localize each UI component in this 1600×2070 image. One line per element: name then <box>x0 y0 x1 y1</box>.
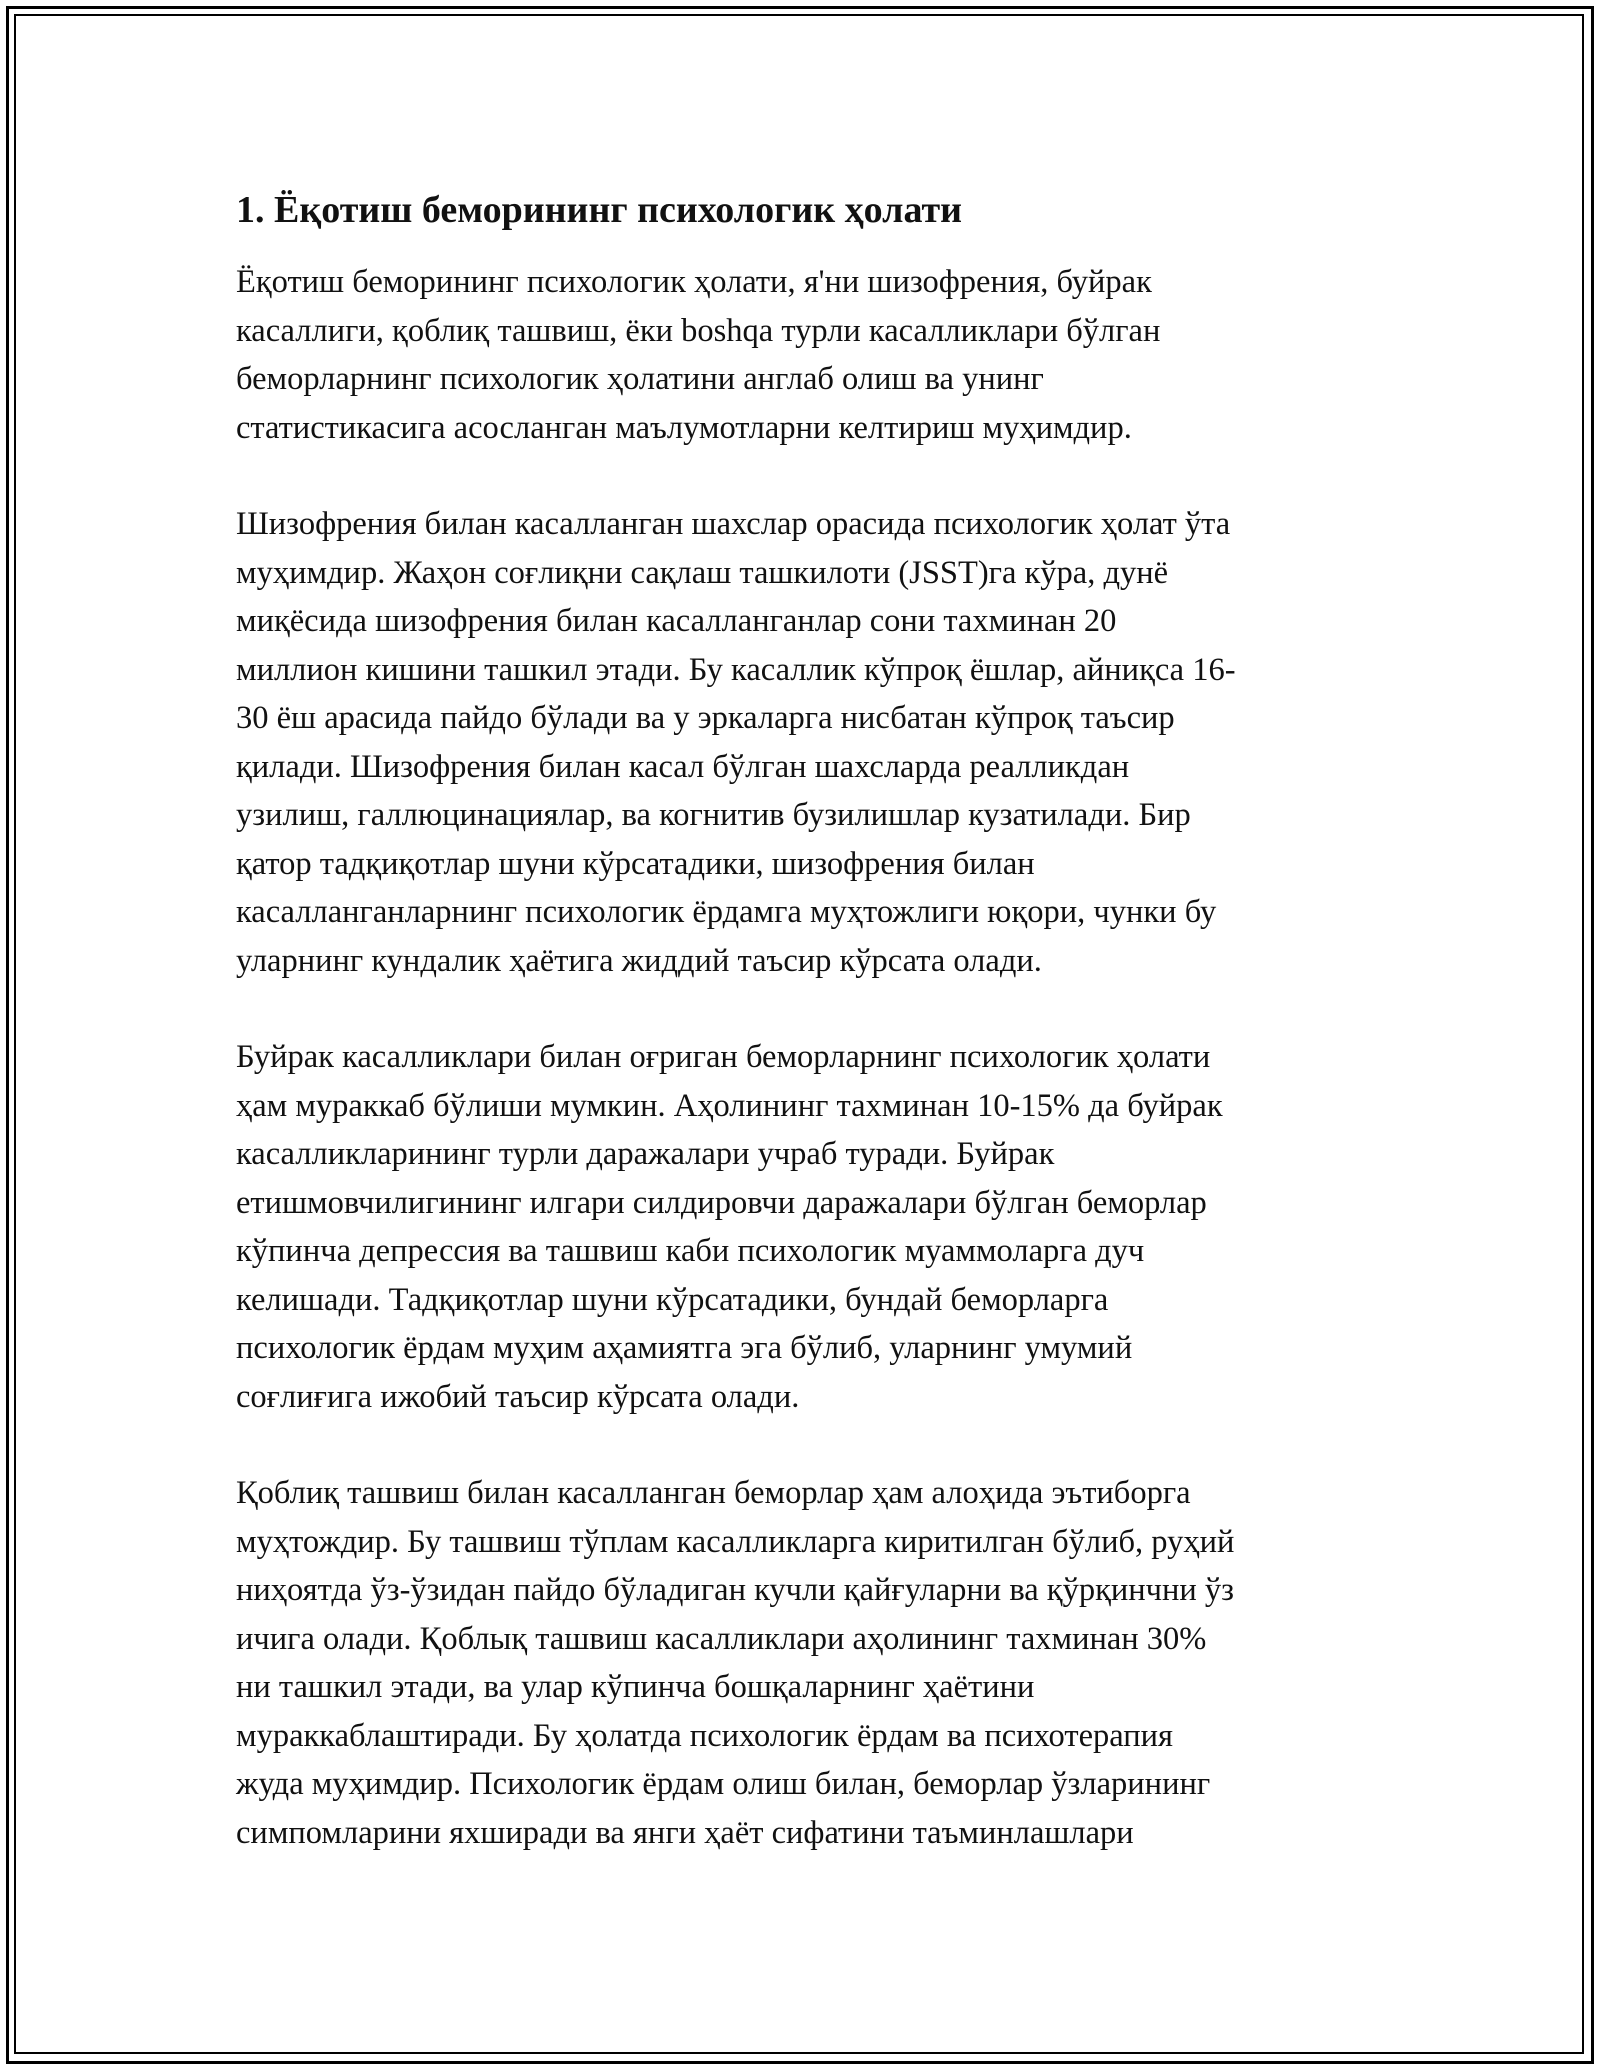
text-line: касаллиги, қоблиқ ташвиш, ёки boshqa турли касалликлари бўлган <box>236 312 1161 349</box>
text-line: ҳам мураккаб бўлиши мумкин. Аҳолининг тахминан 10-15% да буйрак <box>236 1087 1223 1124</box>
text-line: касалликларининг турли даражалари учраб туради. Буйрак <box>236 1136 1055 1172</box>
paragraph-kidney <box>236 1033 1376 1421</box>
text-line: Қоблиқ ташвиш билан касалланган беморлар ҳам алоҳида эътиборга <box>236 1475 1191 1511</box>
paragraph-schizophrenia <box>236 500 1376 985</box>
text-line: Буйрак касалликлари билан оғриган беморларнинг психологик ҳолати <box>236 1039 1211 1075</box>
text-line: психологик ёрдам муҳим аҳамиятга эга бўлиб, уларнинг умумий <box>236 1330 1133 1366</box>
text-line: жуда муҳимдир. Психологик ёрдам олиш билан, беморлар ўзларининг <box>236 1766 1211 1802</box>
text-line: касалланганларнинг психологик ёрдамга муҳтожлиги юқори, чунки бу <box>236 894 1217 930</box>
text-line: муҳтождир. Бу ташвиш тўплам касалликларга киритилган бўлиб, руҳий <box>236 1523 1235 1560</box>
text-line: қилади. Шизофрения билан касал бўлган шахсларда реалликдан <box>236 748 1130 785</box>
text-line: келишади. Тадқиқотлар шуни кўрсатадики, бундай беморларга <box>236 1281 1109 1318</box>
text-line: статистикасига асосланган маълумотларни келтириш муҳимдир. <box>236 409 1132 446</box>
text-line: кўпинча депрессия ва ташвиш каби психологик муаммоларга дуч <box>236 1233 1145 1269</box>
text-line: ичига олади. Қоблық ташвиш касалликлари аҳолининг тахминан 30% <box>236 1620 1207 1657</box>
text-line: миллион кишини ташкил этади. Бу касаллик кўпроқ ёшлар, айниқса 16- <box>236 651 1236 688</box>
text-line: 30 ёш арасида пайдо бўлади ва у эркаларга нисбатан кўпроқ таъсир <box>236 700 1175 736</box>
text-line: Ёқотиш беморининг психологик ҳолати, я'ни шизофрения, буйрак <box>236 264 1152 300</box>
text-line: ниҳоятда ўз-ўзидан пайдо бўладиган кучли қайғуларни ва қўрқинчни ўз <box>236 1572 1234 1608</box>
text-line: симпомларини яхширади ва янги ҳаёт сифатини таъминлашлари <box>236 1814 1134 1851</box>
text-line: миқёсида шизофрения билан касалланганлар сони тахминан 20 <box>236 603 1117 639</box>
text-line: ни ташкил этади, ва улар кўпинча бошқаларнинг ҳаётини <box>236 1669 1035 1705</box>
text-line: етишмовчилигининг илгари силдировчи даражалари бўлган беморлар <box>236 1184 1207 1221</box>
section-heading: 1. Ёқотиш беморининг психологик ҳолати <box>236 189 963 231</box>
text-line: муҳимдир. Жаҳон соғлиқни сақлаш ташкилоти (JSST)га кўра, дунё <box>236 554 1169 591</box>
text-line: Шизофрения билан касалланган шахслар орасида психологик ҳолат ўта <box>236 506 1231 542</box>
document-content <box>236 186 1376 1905</box>
text-line: қатор тадқиқотлар шуни кўрсатадики, шизофрения билан <box>236 845 1035 882</box>
text-line: мураккаблаштиради. Бу ҳолатда психологик ёрдам ва психотерапия <box>236 1717 1173 1754</box>
paragraph-intro <box>236 258 1376 452</box>
text-line: беморларнинг психологик ҳолатини англаб олиш ва унинг <box>236 361 1044 397</box>
paragraph-anxiety <box>236 1469 1376 1857</box>
text-line: соғлиғига ижобий таъсир кўрсата олади. <box>236 1378 800 1415</box>
text-line: уларнинг кундалик ҳаётига жиддий таъсир кўрсата олади. <box>236 942 1042 979</box>
text-line: узилиш, галлюцинациялар, ва когнитив бузилишлар кузатилади. Бир <box>236 797 1191 833</box>
